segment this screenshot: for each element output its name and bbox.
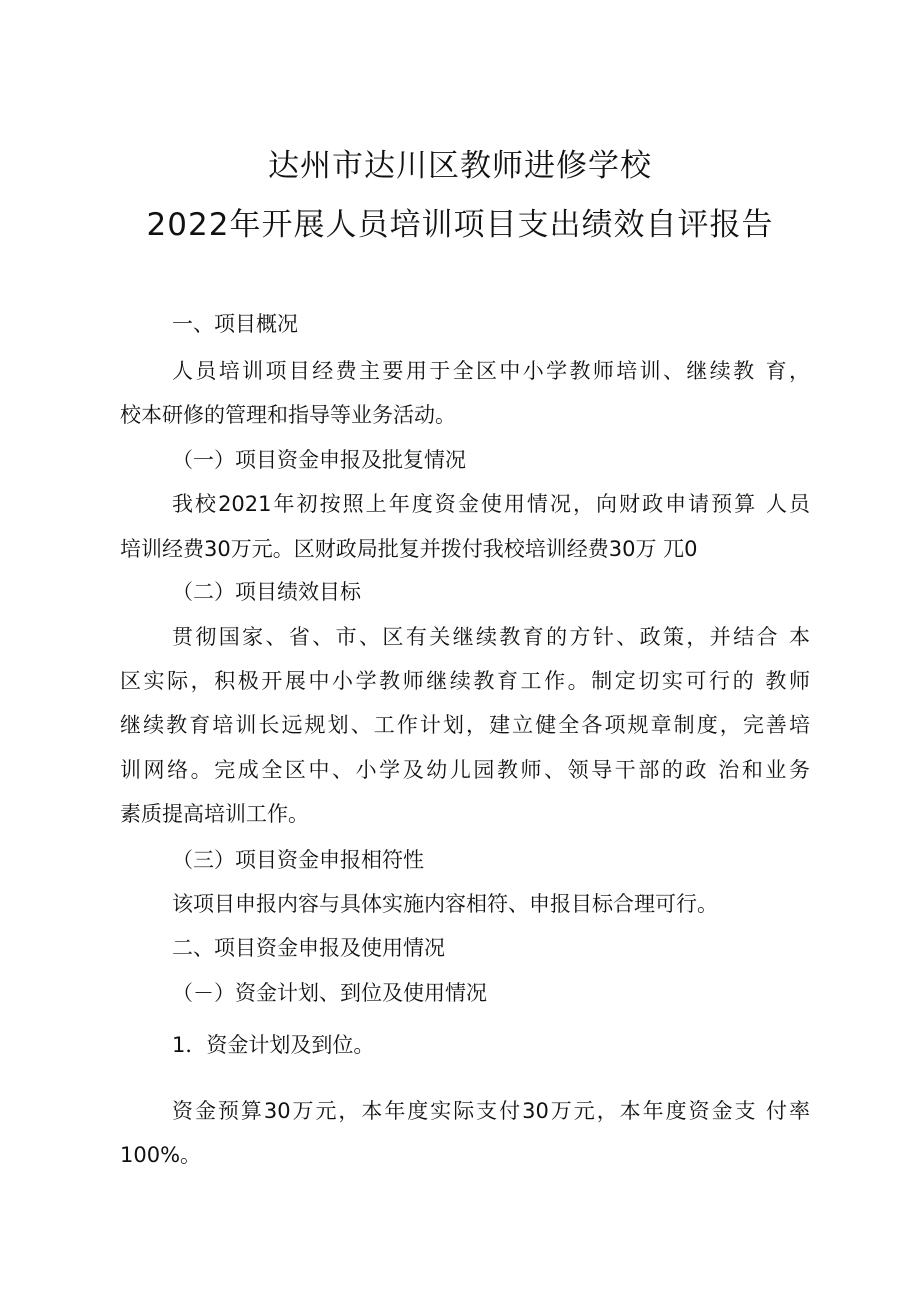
paragraph-line: 训网络。完成全区中、小学及幼儿园教师、领导干部的政 治和业务 (120, 758, 810, 782)
document-title-line-1: 达州市达川区教师进修学校 (268, 148, 652, 184)
paragraph-line: 继续教育培训长远规划、工作计划，建立健全各项规章制度，完善培 (120, 713, 810, 737)
paragraph-line: 贯彻国家、省、市、区有关继续教育的方针、政策，并结合 本 (172, 625, 810, 649)
paragraph-line: 该项目申报内容与具体实施内容相符、申报目标合理可行。 (172, 892, 718, 916)
subsection-heading-performance-goals: （二）项目绩效目标 (172, 580, 361, 604)
paragraph-line: 资金预算30万元，本年度实际支付30万元，本年度资金支 付率 (172, 1099, 810, 1123)
paragraph-line: 校本研修的管理和指导等业务活动。 (120, 403, 456, 427)
paragraph-line: 100%。 (120, 1143, 202, 1167)
document-title-line-2: 2022年开展人员培训项目支出绩效自评报告 (146, 207, 774, 243)
subsection-heading-conformity: （三）项目资金申报相符性 (172, 848, 424, 872)
paragraph-line: 我校2021年初按照上年度资金使用情况，向财政申请预算 人员 (172, 492, 810, 516)
list-item-fund-plan: 1．资金计划及到位。 (172, 1033, 375, 1057)
paragraph-line: 区实际，积极开展中小学教师继续教育工作。制定切实可行的 教师 (120, 669, 810, 693)
paragraph-line: 培训经费30万元。区财政局批复并拨付我校培训经费30万 兀0 (120, 537, 698, 561)
paragraph-line: 素质提高培训工作。 (120, 802, 309, 826)
section-heading-overview: 一、项目概况 (172, 312, 298, 336)
paragraph-line: 人员培训项目经费主要用于全区中小学教师培训、继续教 育， (172, 359, 810, 383)
section-heading-fund-usage: 二、项目资金申报及使用情况 (172, 936, 445, 960)
subsection-heading-funding-approval: （一）项目资金申报及批复情况 (172, 448, 466, 472)
subsection-heading-fund-plan: （－）资金计划、到位及使用情况 (172, 981, 487, 1005)
